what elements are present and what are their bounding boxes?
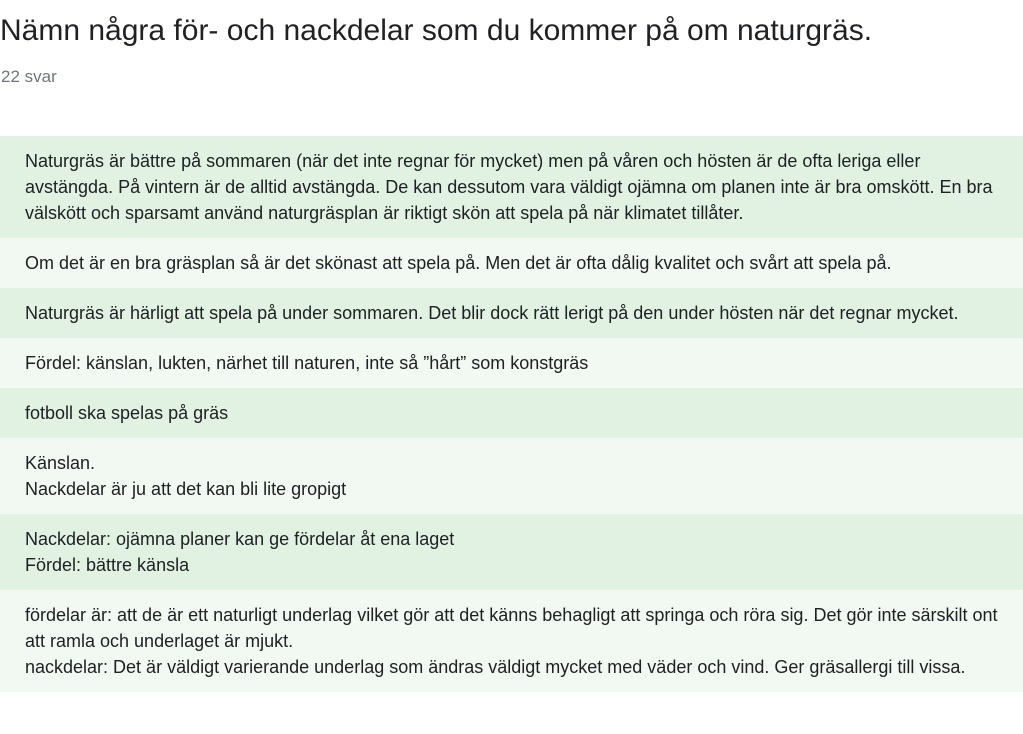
- question-title: Nämn några för- och nackdelar som du kommer på om naturgräs.: [0, 14, 873, 47]
- response-item: Naturgräs är härligt att spela på under sommaren. Det blir dock rätt lerigt på den under hösten när det regnar mycket.: [0, 288, 1023, 338]
- responses-list: [0, 136, 1023, 692]
- response-item: fotboll ska spelas på gräs: [0, 388, 1023, 438]
- response-item: fördelar är: att de är ett naturligt underlag vilket gör att det känns behagligt att springa och röra sig. Det gör inte särskilt ont att ramla och underlaget är mjukt. nackdelar: Det är väldigt varierande underlag som ändras väldigt mycket med väder och vind. Ger gräsallergi till vissa.: [0, 590, 1023, 692]
- response-item: Fördel: känslan, lukten, närhet till naturen, inte så ”hårt” som konstgräs: [0, 338, 1023, 388]
- answer-count: 22 svar: [1, 67, 57, 86]
- response-item: Naturgräs är bättre på sommaren (när det inte regnar för mycket) men på våren och hösten är de ofta leriga eller avstängda. På vintern är de alltid avstängda. De kan dessutom vara väldigt ojämna om planen inte är bra omskött. En bra välskött och sparsamt använd naturgräsplan är riktigt skön att spela på när klimatet tillåter.: [0, 136, 1023, 238]
- response-item: Känslan. Nackdelar är ju att det kan bli lite gropigt: [0, 438, 1023, 514]
- response-item: Om det är en bra gräsplan så är det skönast att spela på. Men det är ofta dålig kvalitet och svårt att spela på.: [0, 238, 1023, 288]
- response-item: Nackdelar: ojämna planer kan ge fördelar åt ena laget Fördel: bättre känsla: [0, 514, 1023, 590]
